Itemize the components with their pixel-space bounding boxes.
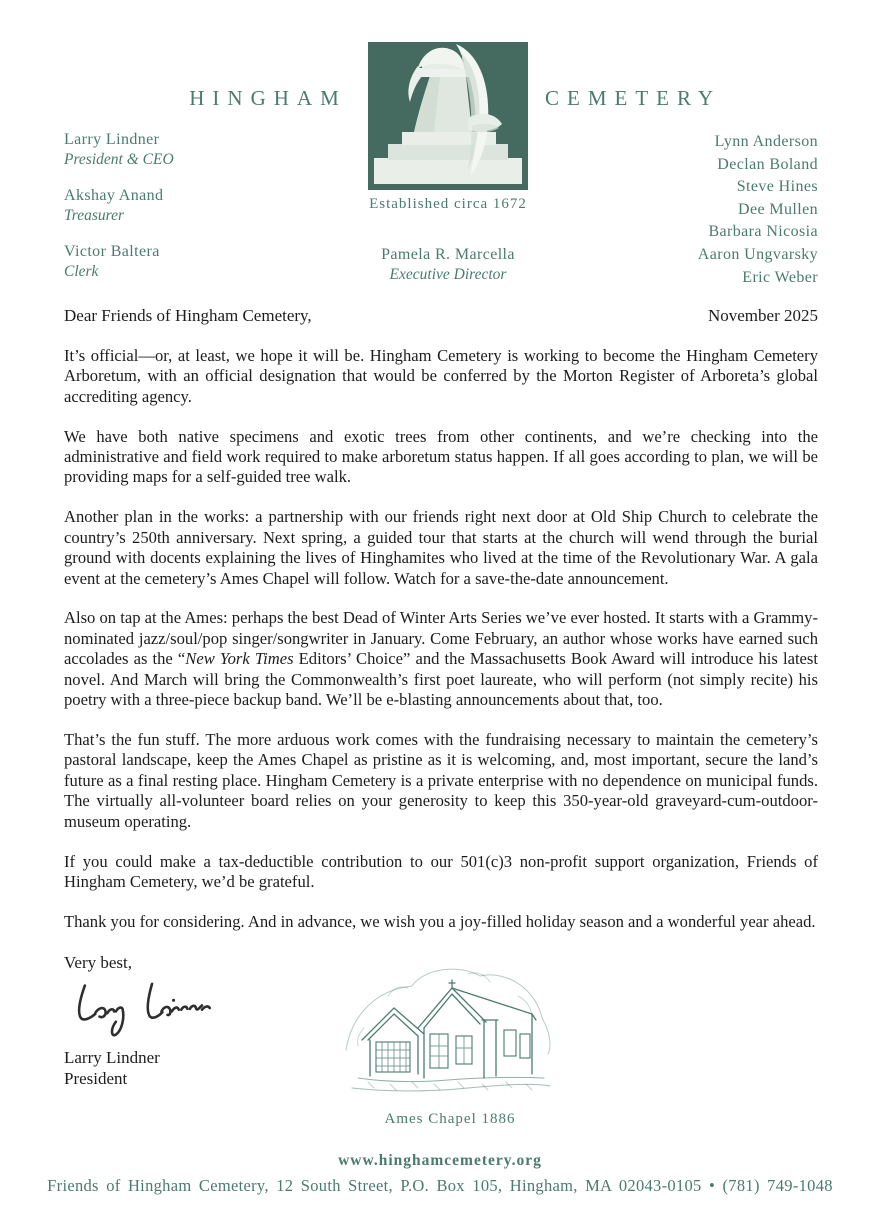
- signature-graphic: [66, 977, 226, 1039]
- website-url: www.hinghamcemetery.org: [338, 1152, 542, 1169]
- header-title-cemetery: CEMETERY: [544, 86, 721, 110]
- officer-name: Victor Baltera: [64, 243, 160, 260]
- signer-title: President: [64, 1068, 128, 1088]
- closing-line: Very best,: [64, 953, 132, 973]
- ames-chapel-sketch-icon: [326, 958, 574, 1106]
- letter-date: November 2025: [707, 306, 818, 325]
- board-member: Declan Boland: [717, 155, 818, 173]
- officer: [64, 242, 174, 282]
- board-member: Steve Hines: [736, 178, 818, 196]
- letter-paragraph: If you could make a tax-deductible contribution to our 501(c)3 non-profit support organization, Friends of Hingham Cemetery, we’d be grateful.: [64, 851, 818, 891]
- signer-name: Larry Lindner: [64, 1047, 160, 1067]
- board-member: Barbara Nicosia: [708, 223, 818, 241]
- officer: [64, 130, 174, 170]
- letter-paragraph: It’s official—or, at least, we hope it will be. Hingham Cemetery is working to become the Hingham Cemetery Arboretum, with an official designation that would be conferred by the Morton Register of Arboreta’s global accrediting agency.: [64, 345, 818, 406]
- chapel-sketch-block: [326, 958, 574, 1128]
- chapel-caption: Ames Chapel 1886: [384, 1111, 516, 1127]
- officer-title: Clerk: [64, 263, 99, 280]
- letter-paragraph: Also on tap at the Ames: perhaps the best Dead of Winter Arts Series we’ve ever hosted. It starts with a Grammy-nominated jazz/soul/pop singer/songwriter in January. Come February, an author whose works have earned such accolades as the “New York Times Editors’ Choice” and the Massachusetts Book Award will introduce his latest novel. And March will bring the Commonwealth’s first poet laureate, who will perform (not simply recite) his poetry with a three-piece backup band. We’ll be e-blasting announcements about that, too.: [64, 608, 818, 710]
- director-name: Pamela R. Marcella: [381, 246, 515, 263]
- officer: [64, 186, 174, 226]
- angel-statue-icon: [368, 42, 528, 190]
- board-list: [698, 131, 818, 289]
- letter-paragraph: Another plan in the works: a partnership with our friends right next door at Old Ship Church to celebrate the country’s 250th anniversary. Next spring, a guided tour that starts at the church will wend through the burial ground with docents explaining the lives of Hinghamites who lived at the time of the Revolutionary War. A gala event at the cemetery’s Ames Chapel will follow. Watch for a save-the-date announcement.: [64, 507, 818, 588]
- board-member: Aaron Ungvarsky: [697, 245, 818, 263]
- officer-title: Treasurer: [64, 207, 125, 224]
- letter-paragraph: We have both native specimens and exotic trees from other continents, and we’re checking into the administrative and field work required to make arboretum status happen. If all goes according to plan, we will be providing maps for a self-guided tree walk.: [64, 426, 818, 487]
- established-caption: Established circa 1672: [369, 196, 527, 212]
- executive-director-block: [358, 245, 538, 285]
- address-line: Friends of Hingham Cemetery, 12 South Street, P.O. Box 105, Hingham, MA 02043-0105 • (781) 749-1048: [47, 1176, 833, 1195]
- director-title: Executive Director: [389, 266, 507, 283]
- officers-list: [64, 130, 174, 298]
- salutation: Dear Friends of Hingham Cemetery,: [64, 306, 312, 325]
- salutation-row: [64, 306, 818, 326]
- officer-title: President & CEO: [64, 151, 174, 168]
- letter-paragraphs: [64, 346, 818, 932]
- board-member: Eric Weber: [742, 268, 818, 286]
- angel-statue-logo: [368, 42, 528, 190]
- officer-name: Akshay Anand: [64, 187, 164, 204]
- board-member: Dee Mullen: [738, 200, 818, 218]
- letter-paragraph: That’s the fun stuff. The more arduous work comes with the fundraising necessary to maintain the cemetery’s pastoral landscape, keep the Ames Chapel as pristine as it is welcoming, and, most important, secure the land’s future as a final resting place. Hingham Cemetery is a private enterprise with no dependence on municipal funds. The virtually all-volunteer board relies on your generosity to keep this 350-year-old graveyard-cum-outdoor-museum operating.: [64, 730, 818, 831]
- header-title-hingham: HINGHAM: [189, 86, 347, 110]
- board-member: Lynn Anderson: [714, 133, 818, 150]
- letter-paragraph: Thank you for considering. And in advance, we wish you a joy-filled holiday season and a wonderful year ahead.: [64, 911, 816, 931]
- officer-name: Larry Lindner: [64, 131, 160, 148]
